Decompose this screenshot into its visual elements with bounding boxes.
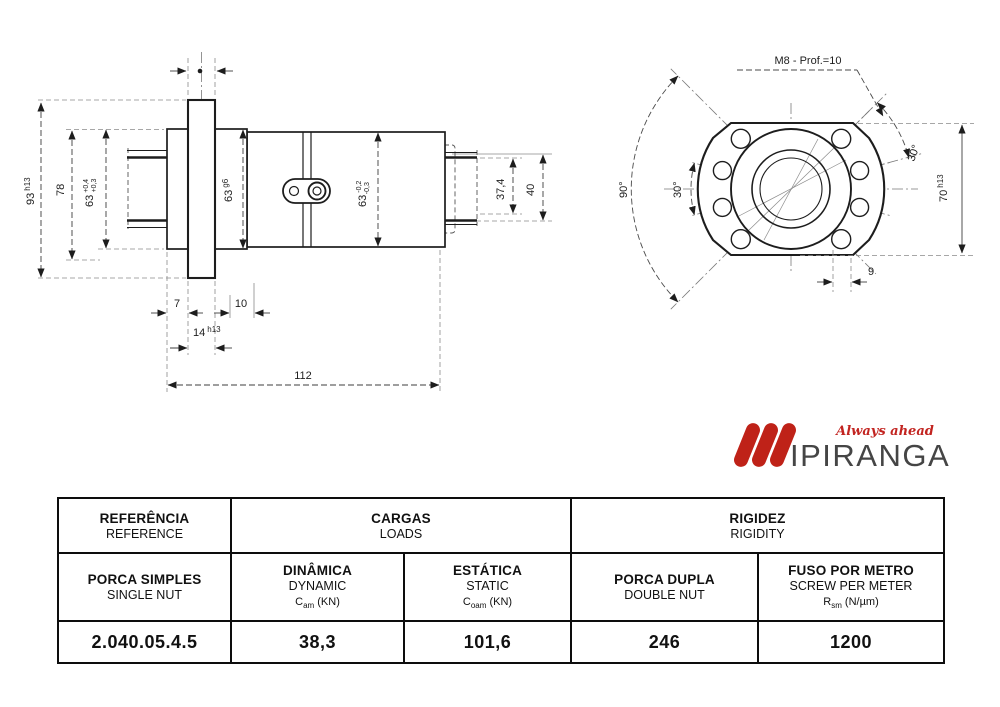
angle-30-right-label: 30° [905,143,923,164]
ipiranga-logo [728,418,951,480]
table-values-row [58,621,944,663]
dim-70-label: $70^{h13}$ [936,174,950,202]
dim-78-label: 78 [55,183,67,196]
value-double-nut-rigidity: 246 [571,621,758,663]
value-dynamic-load: 38,3 [231,621,404,663]
m8-leader-line [737,70,883,116]
nut-body-outline [167,100,445,278]
logo-brand-text: IPIRANGA [790,438,951,473]
header-screw-per-meter: FUSO POR METRO SCREW PER METER $R_{sm}$ (N/µm) [758,553,944,621]
value-screw-rigidity: 1200 [758,621,944,663]
side-view-nut-drawing [23,52,552,392]
table-header-row-1 [58,498,944,553]
dim-9-label: 9 [867,266,875,278]
dimension-origin-dot [198,69,203,74]
dim-10-label: 10 [234,298,248,310]
table-header-row-2 [58,553,944,621]
dim-7-label: 7 [173,298,181,310]
dim-93-label: $93^{h13}$ [23,177,37,205]
front-view-flange-drawing [618,55,974,309]
dim-63-body-label: $63^{-0,2}-0,3$ [356,180,371,207]
dim-112-label: 112 [294,370,312,382]
dim-63g6-label: $63^{g6}$ [221,178,235,202]
header-loads: CARGAS LOADS [231,498,571,553]
dim-374-label: 37,4 [495,178,507,200]
header-rigidity: RIGIDEZ RIGIDITY [571,498,944,553]
logo-tagline: Always ahead [836,424,934,439]
header-dynamic: DINÂMICA DYNAMIC $C_{am}$ (KN) [231,553,404,621]
dim-14-label: 14 $^{h13}$ [193,325,221,339]
angle-90-label: 90° [618,181,630,198]
specification-table [57,497,945,664]
header-single-nut: PORCA SIMPLES SINGLE NUT [58,553,231,621]
m8-callout-label: M8 - Prof.=10 [774,55,842,67]
angle-30-left-label: 30° [672,181,684,198]
value-static-load: 101,6 [404,621,571,663]
dim-40-label: 40 [525,183,537,196]
header-static: ESTÁTICA STATIC $C_{oam}$ (KN) [404,553,571,621]
value-reference: 2.040.05.4.5 [58,621,231,663]
dim-63-tol-label: $63^{+0,4}+0,3$ [83,178,98,207]
header-double-nut: PORCA DUPLA DOUBLE NUT [571,553,758,621]
header-reference: REFERÊNCIA REFERENCE [58,498,231,553]
